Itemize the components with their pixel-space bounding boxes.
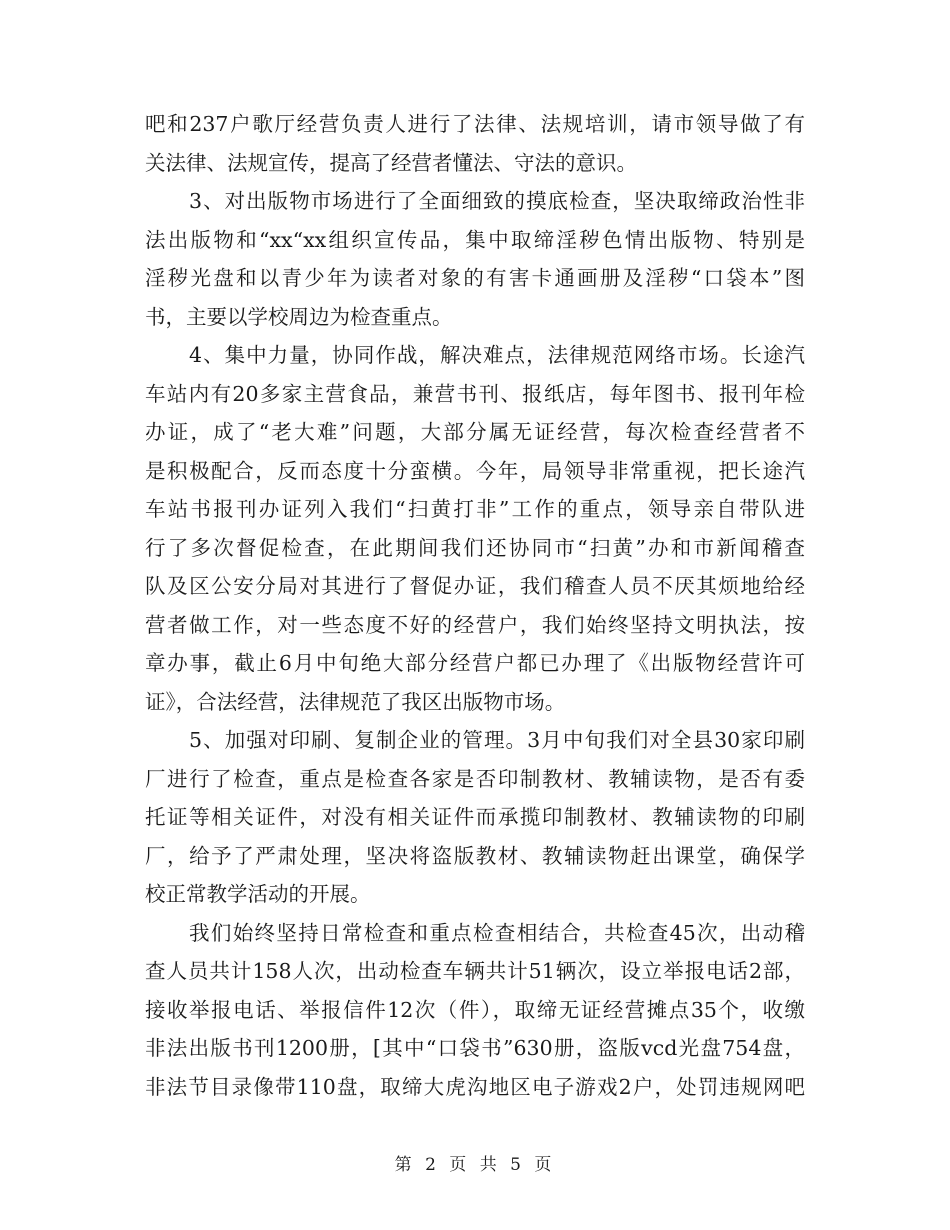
text-line: 非法出版书刊1200册，[其中“口袋书”630册，盗版vcd光盘754盘，: [145, 1036, 805, 1060]
text-line: 厂，给予了严肃处理，坚决将盗版教材、教辅读物赶出课堂，确保学: [145, 843, 805, 868]
text-line: 3、对出版物市场进行了全面细致的摸底检查，坚决取缔政治性非: [189, 189, 805, 213]
text-line: 章办事，截止6月中旬绝大部分经营户都已办理了《出版物经营许可: [145, 651, 805, 675]
text-line: 书，主要以学校周边为检查重点。: [145, 304, 453, 329]
text-line: 车站内有20多家主营食品，兼营书刊、报纸店，每年图书、报刊年检: [145, 381, 805, 406]
text-line: 是积极配合，反而态度十分蛮横。今年，局领导非常重视，把长途汽: [145, 458, 805, 483]
text-line: 队及区公安分局对其进行了督促办证，我们稽查人员不厌其烦地给经: [145, 574, 805, 598]
text-line: 4、集中力量，协同作战，解决难点，法律规范网络市场。长途汽: [189, 343, 805, 367]
text-line: 车站书报刊办证列入我们“扫黄打非”工作的重点，领导亲自带队进: [145, 497, 805, 521]
text-line: 厂进行了检查，重点是检查各家是否印制教材、教辅读物，是否有委: [145, 766, 805, 791]
text-line: 办证，成了“老大难”问题，大部分属无证经营，每次检查经营者不: [145, 420, 805, 444]
page-footer: 第 2 页 共 5 页: [394, 1155, 556, 1175]
text-line: 5、加强对印刷、复制企业的管理。3月中旬我们对全县30家印刷: [189, 728, 805, 752]
text-line: 校正常教学活动的开展。: [145, 882, 371, 906]
text-line: 关法律、法规宣传，提高了经营者懂法、守法的意识。: [145, 150, 637, 175]
text-line: 营者做工作，对一些态度不好的经营户，我们始终坚持文明执法，按: [145, 612, 805, 637]
text-line: 淫秽光盘和以青少年为读者对象的有害卡通画册及淫秽“口袋本”图: [145, 266, 805, 290]
text-line: 查人员共计158人次，出动检查车辆共计51辆次，设立举报电话2部，: [145, 959, 805, 983]
text-line: 托证等相关证件，对没有相关证件而承揽印制教材、教辅读物的印刷: [145, 805, 805, 829]
text-line: 我们始终坚持日常检查和重点检查相结合，共检查45次，出动稽: [189, 920, 805, 945]
document-body: [145, 105, 805, 1106]
text-line: 法出版物和“xx“xx组织宣传品，集中取缔淫秽色情出版物、特别是: [145, 227, 805, 252]
text-line: 非法节目录像带110盘，取缔大虎沟地区电子游戏2户，处罚违规网吧: [145, 1074, 805, 1099]
text-line: 吧和237户歌厅经营负责人进行了法律、法规培训，请市领导做了有: [145, 112, 805, 136]
text-line: 接收举报电话、举报信件12次（件），取缔无证经营摊点35个，收缴: [145, 997, 805, 1022]
text-line: 行了多次督促检查，在此期间我们还协同市“扫黄”办和市新闻稽查: [145, 535, 805, 560]
text-line: 证》，合法经营，法律规范了我区出版物市场。: [145, 689, 566, 714]
